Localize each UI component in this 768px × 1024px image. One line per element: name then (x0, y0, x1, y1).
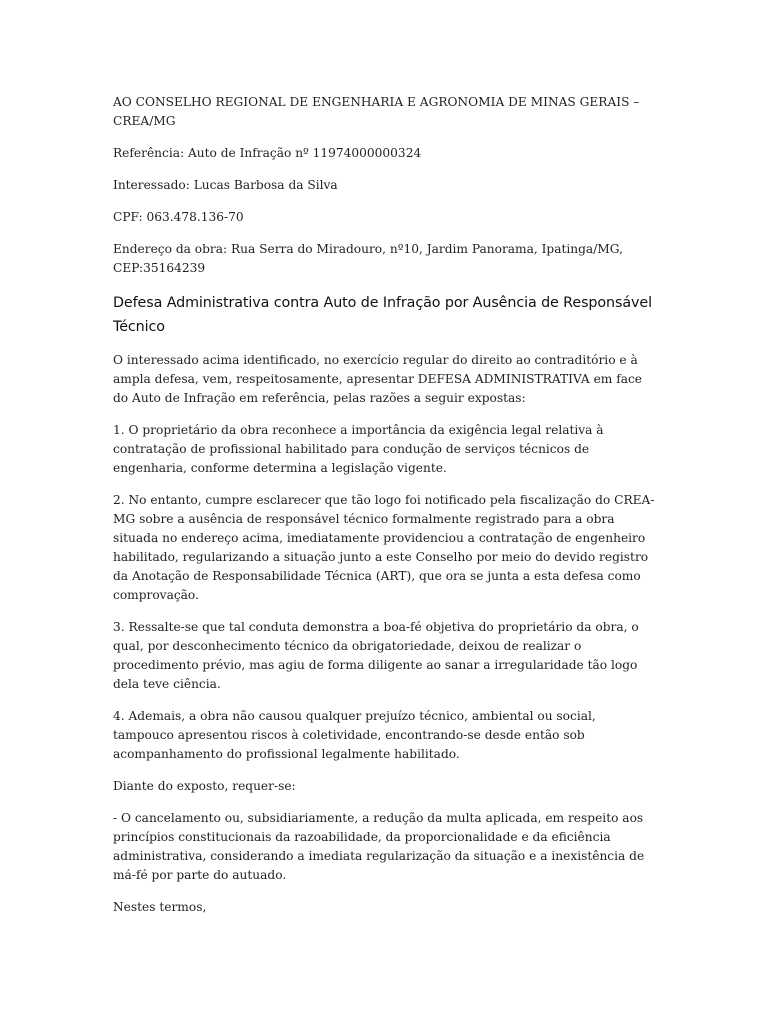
request-intro-line: Diante do exposto, requer-se: (113, 779, 296, 793)
request-paragraph: - O cancelamento ou, subsidiariamente, a redução da multa aplicada, em respeito aos princípios constitucionais da razoabilidade, da proporcionalidade e da eficiência administrativa, considerando a imediata regularização da situação e a inexistência de má-fé por parte do autuado. (113, 811, 645, 882)
intro-paragraph: O interessado acima identificado, no exercício regular do direito ao contraditório e à ampla defesa, vem, respeitosamente, apresentar DEFESA ADMINISTRATIVA em face do Auto de Infração em referência, pelas razões a seguir expostas: (113, 353, 643, 405)
document-body (113, 93, 658, 930)
interested-line: Interessado: Lucas Barbosa da Silva (113, 178, 338, 192)
item-4-paragraph: 4. Ademais, a obra não causou qualquer prejuízo técnico, ambiental ou social, tampouco apresentou riscos à coletividade, encontrando-se desde então sob acompanhamento do profissional legalmente habilitado. (113, 709, 596, 761)
document-title: Defesa Administrativa contra Auto de Infração por Ausência de Responsável Técnico (113, 295, 652, 335)
closing-line: Nestes termos, (113, 900, 207, 914)
item-3-paragraph: 3. Ressalte-se que tal conduta demonstra a boa-fé objetiva do proprietário da obra, o qual, por desconhecimento técnico da obrigatoriedade, deixou de realizar o procedimento prévio, mas agiu de forma diligente ao sanar a irregularidade tão logo dela teve ciência. (113, 620, 639, 691)
cpf-line: CPF: 063.478.136-70 (113, 210, 244, 224)
addressee-line: AO CONSELHO REGIONAL DE ENGENHARIA E AGRONOMIA DE MINAS GERAIS – CREA/MG (113, 95, 640, 128)
item-1-paragraph: 1. O proprietário da obra reconhece a importância da exigência legal relativa à contratação de profissional habilitado para condução de serviços técnicos de engenharia, conforme determina a legislação vigente. (113, 423, 604, 475)
address-line: Endereço da obra: Rua Serra do Miradouro, nº10, Jardim Panorama, Ipatinga/MG, CEP:35164239 (113, 242, 623, 275)
reference-line: Referência: Auto de Infração nº 11974000000324 (113, 146, 422, 160)
item-2-paragraph: 2. No entanto, cumpre esclarecer que tão logo foi notificado pela fiscalização do CREA-MG sobre a ausência de responsável técnico formalmente registrado para a obra situada no endereço acima, imediatamente providenciou a contratação de engenheiro habilitado, regularizando a situação junto a este Conselho por meio do devido registro da Anotação de Responsabilidade Técnica (ART), que ora se junta a esta defesa como comprovação. (113, 493, 655, 602)
